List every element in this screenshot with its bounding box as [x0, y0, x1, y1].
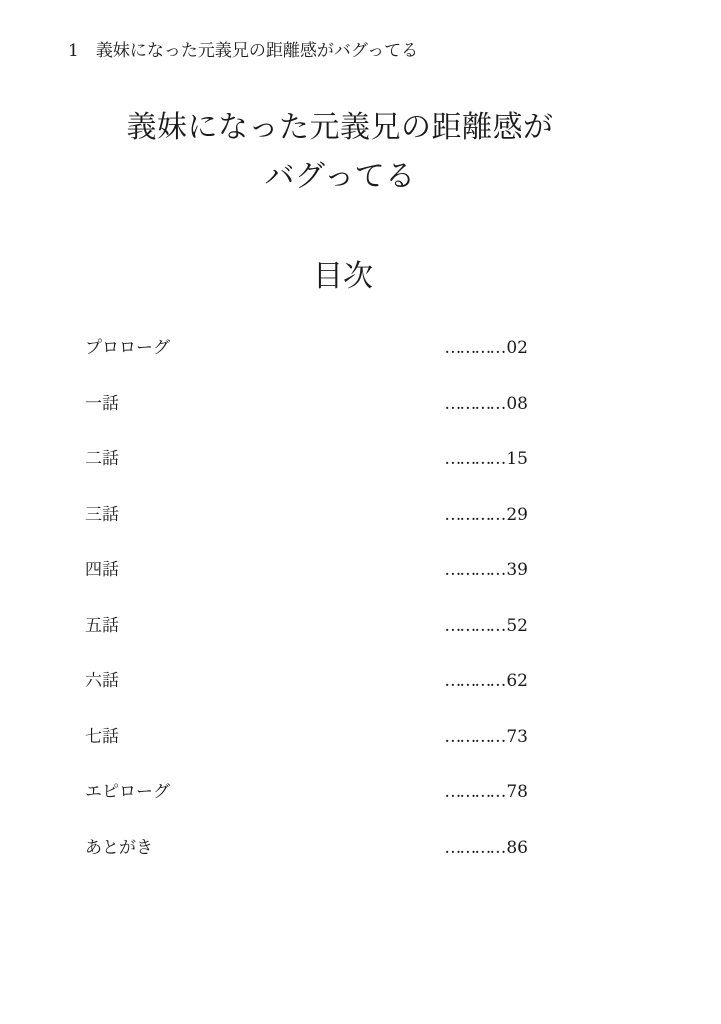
book-title-line2: バグってる	[264, 159, 416, 194]
toc-entry	[85, 449, 528, 469]
toc-entry-pageref	[444, 727, 528, 747]
toc-entry-label: 四話	[85, 560, 119, 580]
toc-entry	[85, 838, 528, 858]
toc-entry	[85, 394, 528, 414]
toc-entry-label: あとがき	[85, 837, 153, 858]
toc-entry-label: 三話	[85, 504, 119, 525]
toc-leader-dots: …………	[444, 338, 505, 358]
toc-entry	[85, 671, 528, 691]
toc-heading: 目次	[313, 259, 373, 294]
running-header	[68, 41, 418, 61]
toc-entry-label: 六話	[85, 671, 119, 691]
toc-leader-dots: …………	[444, 504, 505, 525]
running-header-page-number: 1	[68, 41, 79, 61]
toc-entry-page: 39	[506, 560, 528, 580]
toc-entry-label: 一話	[85, 393, 119, 414]
toc-leader-dots: …………	[444, 726, 505, 747]
toc-entry-pageref	[444, 671, 528, 691]
toc-entry	[85, 616, 528, 636]
toc-entry-pageref	[444, 838, 528, 858]
toc-entry-pageref	[444, 449, 528, 469]
toc-entry	[85, 782, 528, 802]
toc-entry-page: 52	[506, 615, 528, 636]
book-title-line1: 義妹になった元義兄の距離感が	[126, 110, 554, 145]
toc-entry-page: 02	[506, 338, 528, 358]
toc-entry-label: 二話	[85, 449, 119, 469]
toc-entry-page: 15	[506, 449, 528, 469]
toc-entry-page: 73	[506, 726, 528, 747]
toc-entry	[85, 338, 528, 358]
toc-leader-dots: …………	[444, 393, 505, 414]
toc-leader-dots: …………	[444, 615, 505, 636]
toc-entry-page: 62	[506, 671, 528, 691]
toc-leader-dots: …………	[444, 671, 505, 691]
toc-entry	[85, 727, 528, 747]
toc-entry-label: 五話	[85, 615, 119, 636]
toc-leader-dots: …………	[444, 837, 505, 858]
toc-entry-pageref	[444, 338, 528, 358]
toc-entry-pageref	[444, 616, 528, 636]
toc-entry-pageref	[444, 505, 528, 525]
running-header-title: 義妹になった元義兄の距離感がバグってる	[95, 41, 419, 61]
toc-leader-dots: …………	[444, 449, 505, 469]
toc-entry	[85, 560, 528, 580]
toc-entry-label: 七話	[85, 726, 119, 747]
toc-entry-page: 78	[506, 782, 528, 802]
toc-entry-page: 29	[506, 504, 528, 525]
toc-entry-pageref	[444, 394, 528, 414]
toc-entry	[85, 505, 528, 525]
toc-entry-pageref	[444, 560, 528, 580]
toc-entry-page: 08	[506, 393, 528, 414]
toc-entry-label: エピローグ	[85, 782, 170, 802]
toc-leader-dots: …………	[444, 560, 505, 580]
toc-leader-dots: …………	[444, 782, 505, 802]
toc-entry-label: プロローグ	[85, 338, 170, 358]
toc-entry-pageref	[444, 782, 528, 802]
book-title	[0, 103, 680, 201]
toc-entry-page: 86	[506, 837, 528, 858]
toc-list	[85, 338, 528, 893]
